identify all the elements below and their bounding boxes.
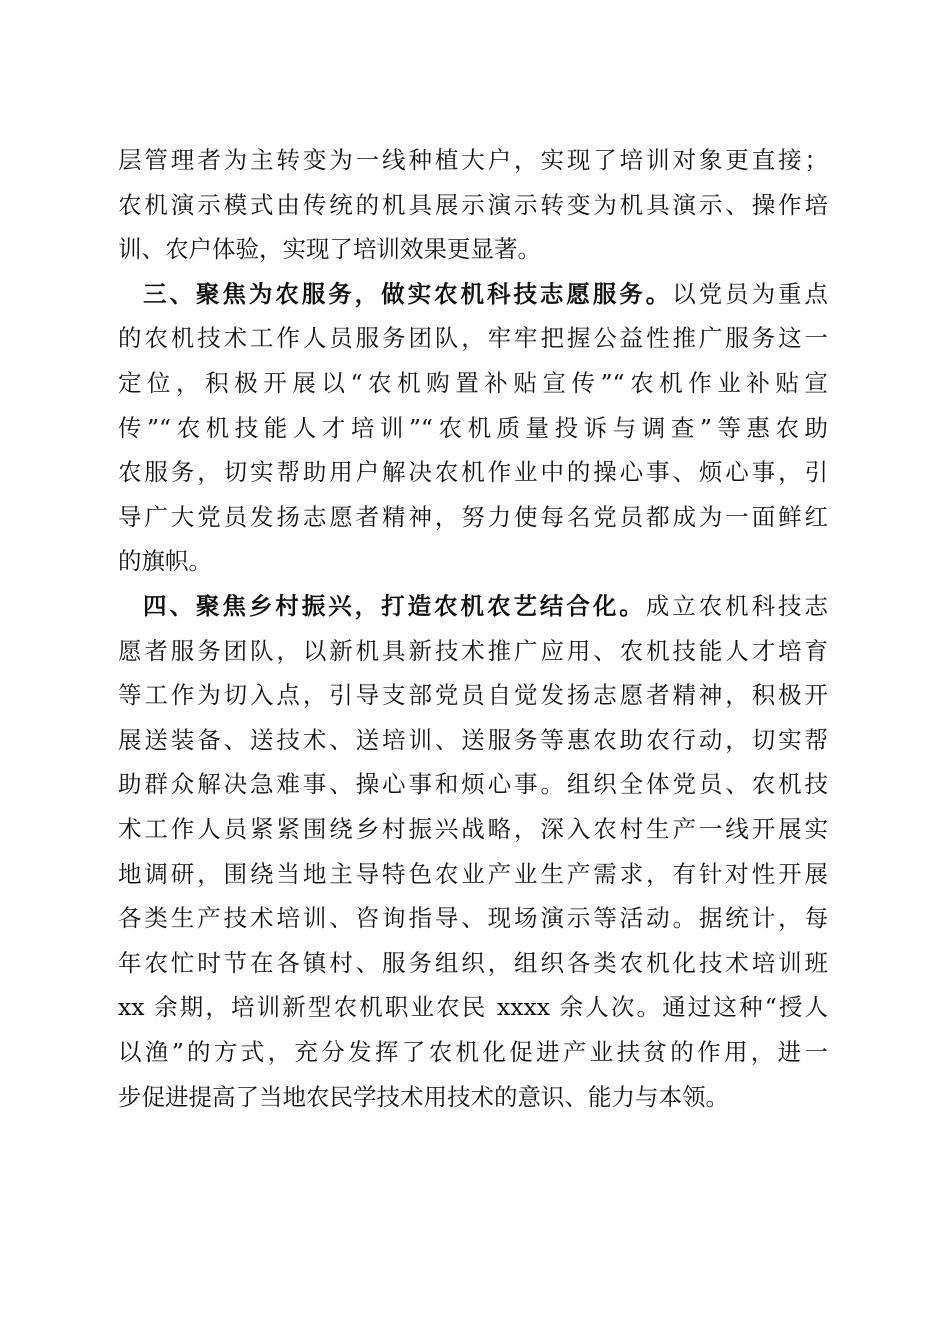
line-text: 等工作为切入点，引导支部党员自觉发扬志愿者精神，积极开 (118, 681, 828, 710)
text-line (118, 633, 828, 669)
text-line (143, 276, 828, 312)
text-line (118, 811, 828, 847)
text-line (118, 722, 828, 758)
text-line (118, 989, 828, 1025)
line-text: 愿者服务团队，以新机具新技术推广应用、农机技能人才培育 (118, 636, 828, 665)
line-text: 的农机技术工作人员服务团队，牢牢把握公益性推广服务这一 (118, 324, 828, 353)
line-text: 农服务，切实帮助用户解决农机作业中的操心事、烦心事，引 (118, 458, 828, 487)
text-line (118, 231, 828, 267)
line-text: 定位，积极开展以“农机购置补贴宣传”“农机作业补贴宣 (118, 369, 828, 397)
line-text: 层管理者为主转变为一线种植大户，实现了培训对象更直接； (118, 146, 828, 174)
line-text: 以渔”的方式，充分发挥了农机化促进产业扶贫的作用，进一 (118, 1038, 828, 1066)
text-line (143, 588, 828, 624)
line-text: 年农忙时节在各镇村、服务组织，组织各类农机化技术培训班 (118, 948, 828, 977)
text-line (118, 499, 828, 535)
text-line (118, 766, 828, 802)
line-text: 训、农户体验，实现了培训效果更显著。 (118, 235, 541, 264)
text-line (118, 187, 828, 223)
text-line (118, 320, 828, 356)
line-text: 各类生产技术培训、咨询指导、现场演示等活动。据统计，每 (118, 904, 828, 933)
text-line (118, 1034, 828, 1070)
text-line (118, 1079, 828, 1115)
line-text: 农机演示模式由传统的机具展示演示转变为机具演示、操作培 (118, 190, 828, 219)
line-text: 步促进提高了当地农民学技术用技术的意识、能力与本领。 (118, 1082, 729, 1111)
text-line (118, 945, 828, 981)
text-line (118, 454, 828, 490)
line-text: 成立农机科技志 (645, 592, 829, 620)
text-line (118, 856, 828, 892)
line-text: 展送装备、送技术、送培训、送服务等惠农助农行动，切实帮 (118, 725, 828, 754)
text-line (118, 543, 828, 579)
line-text: 助群众解决急难事、操心事和烦心事。组织全体党员、农机技 (118, 770, 828, 799)
line-text: 地调研，围绕当地主导特色农业产业生产需求，有针对性开展 (118, 859, 828, 888)
text-line (118, 677, 828, 713)
text-line (118, 142, 828, 178)
line-text: 以党员为重点 (672, 279, 829, 308)
section-heading: 四、聚焦乡村振兴，打造农机农艺结合化。 (143, 592, 646, 620)
line-text: 的旗帜。 (118, 547, 212, 576)
text-line (118, 365, 828, 401)
line-text: xx 余期，培训新型农机职业农民 xxxx 余人次。通过这种“授人 (118, 993, 828, 1022)
line-text: 术工作人员紧紧围绕乡村振兴战略，深入农村生产一线开展实 (118, 815, 828, 843)
text-line (118, 900, 828, 936)
text-line (118, 410, 828, 446)
section-heading: 三、聚焦为农服务，做实农机科技志愿服务。 (143, 279, 673, 308)
line-text: 导广大党员发扬志愿者精神，努力使每名党员都成为一面鲜红 (118, 502, 828, 531)
line-text: 传”“农机技能人才培训”“农机质量投诉与调查”等惠农助 (118, 413, 828, 442)
